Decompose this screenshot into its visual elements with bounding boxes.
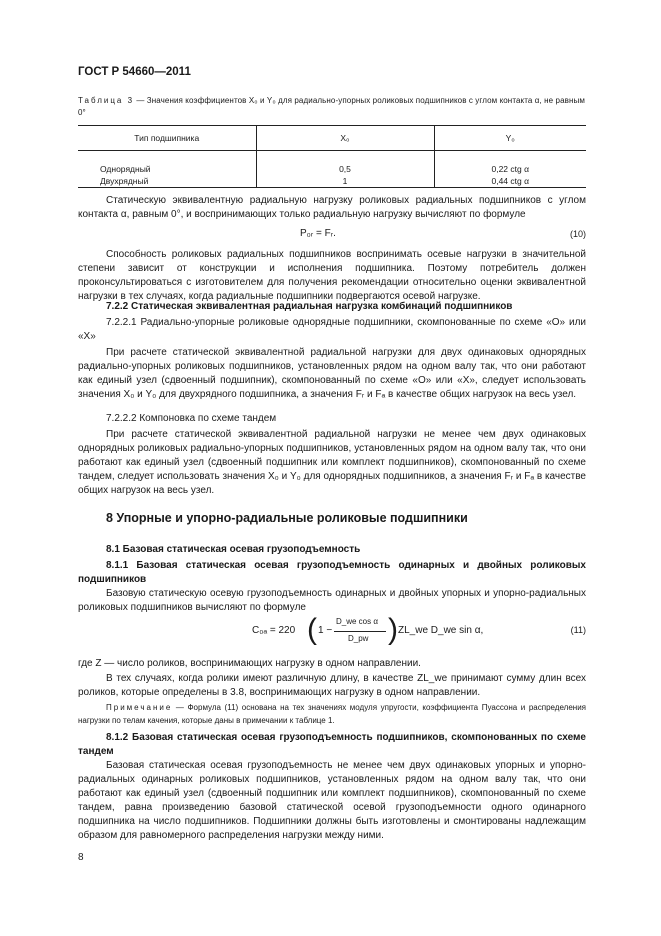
standard-header: ГОСТ Р 54660—2011 (78, 66, 191, 78)
table-3 (78, 125, 586, 188)
table-caption-prefix: Таблица 3 (78, 96, 135, 105)
table-cell: 0,5 (256, 163, 434, 175)
table-header-cell: Тип подшипника (78, 126, 256, 151)
section-heading: 7.2.2 Статическая эквивалентная радиальная нагрузка комбинаций подшипников (106, 301, 513, 312)
note-prefix: Примечание (106, 703, 173, 712)
formula-one: 1 − (318, 625, 333, 636)
formula-denominator: D_pw (348, 634, 369, 643)
note (78, 702, 586, 727)
paragraph: Способность роликовых радиальных подшипников воспринимать осевые нагрузки в значительной степени зависит от конструкции и исполнения подшипника. Поэтому потребитель должен проконсультироваться с изготовителем для получения рекомендации относительно оценки эквивалентной нагрузки в тех случаях, когда радиальные подшипники подвергаются осевой нагрузке. (78, 249, 586, 302)
section-heading: 8.1 Базовая статическая осевая грузоподъемность (106, 544, 361, 555)
formula-number: (10) (569, 229, 586, 239)
paragraph: При расчете статической эквивалентной радиальной нагрузки для двух одинаковых однорядных радиально-упорных роликовых подшипников, установленных рядом на одном валу так, что они работают как единый узел (сдвоенный подшипник), скомпонованный по схеме «О» или «X», следует использовать значения X₀ и Y₀ для двухрядного подшипника, а значения Fᵣ и Fₐ в качестве общих нагрузок на весь узел. (78, 347, 586, 400)
paragraph: При расчете статической эквивалентной радиальной нагрузки не менее чем двух одинаковых однорядных роликовых радиально-упорных подшипников, установленных рядом на одном валу так, что они работают как единый узел (сдвоенный подшипник или комплект подшипников), скомпонованный по схеме тандем, следует использовать значения X₀ и Y₀ для однорядных подшипников, а значения Fᵣ и Fₐ в качестве общих нагрузок на весь узел. (78, 429, 586, 496)
table-cell: Однорядный (100, 164, 151, 174)
formula-lhs: C₀ₐ = 220 (252, 625, 296, 636)
where-clause: где Z — число роликов, воспринимающих нагрузку в одном направлении. (78, 658, 421, 669)
formula-number: (11) (570, 625, 586, 635)
paragraph: Статическую эквивалентную радиальную нагрузку роликовых радиальных подшипников с углом контакта α, равным 0°, и воспринимающих только радиальную нагрузку вычисляют по формуле (78, 195, 586, 220)
paragraph: Базовую статическую осевую грузоподъемность одинарных и двойных упорных и упорно-радиальных роликовых подшипников вычисляют по формуле (78, 588, 586, 613)
table-caption-text: — Значения коэффициентов X₀ и Y₀ для радиально-упорных роликовых подшипников с углом контакта α, не равным 0° (78, 96, 585, 117)
paragraph: Базовая статическая осевая грузоподъемность не менее чем двух одинаковых упорных и упорно-радиальных одинарных роликовых подшипников, установленных рядом на одном валу так, что они работают как единый узел (сдвоенный подшипник или комплект подшипников), скомпонованный по схеме тандем, равна произведению базовой статической осевой грузоподъемности одного одинарного подшипника на число подшипников. Подшипники должны быть изготовлены и смонтированы надлежащим образом для равномерного распределения нагрузки между ними. (78, 760, 586, 841)
table-row (78, 175, 586, 188)
table-row (78, 163, 586, 175)
table-header-cell: X₀ (256, 126, 434, 151)
table-cell: 1 (256, 175, 434, 188)
subsection-heading: 7.2.2.2 Компоновка по схеме тандем (106, 413, 277, 424)
left-paren: ( (307, 613, 317, 646)
section-heading: 8.1.1 Базовая статическая осевая грузоподъемность одинарных и двойных роликовых подшипников (78, 560, 586, 585)
table-cell: 0,22 ctg α (434, 163, 586, 175)
formula-numerator: D_we cos α (336, 617, 378, 626)
fraction-bar (334, 631, 386, 632)
note-text: — Формула (11) основана на тех значениях модуля упругости, коэффициента Пуассона и распределения нагрузки по телам качения, которые даны в примечании к таблице 1. (78, 703, 586, 725)
formula-rhs: ZL_we D_we sin α, (398, 625, 484, 636)
paragraph: В тех случаях, когда ролики имеют различную длину, в качестве ZL_we принимают сумму длин всех роликов, которые определены в 3.8, воспринимающих нагрузку в одном направлении. (78, 673, 586, 698)
formula-10: P₀ᵣ = Fᵣ. (300, 228, 336, 239)
page-number: 8 (78, 852, 84, 863)
table-header-cell: Y₀ (434, 126, 586, 151)
subsection-heading: 7.2.2.1 Радиально-упорные роликовые однорядные подшипники, скомпонованные по схеме «О» или «X» (78, 317, 586, 342)
table-header-row (78, 126, 586, 151)
section-heading: 8.1.2 Базовая статическая осевая грузоподъемность подшипников, скомпонованных по схеме тандем (78, 732, 586, 757)
table-cell: Двухрядный (78, 175, 256, 188)
table-cell: 0,44 ctg α (434, 175, 586, 188)
chapter-heading: 8 Упорные и упорно-радиальные роликовые подшипники (106, 511, 468, 525)
right-paren: ) (388, 613, 398, 646)
table-caption (78, 95, 586, 119)
formula-11 (252, 613, 484, 657)
